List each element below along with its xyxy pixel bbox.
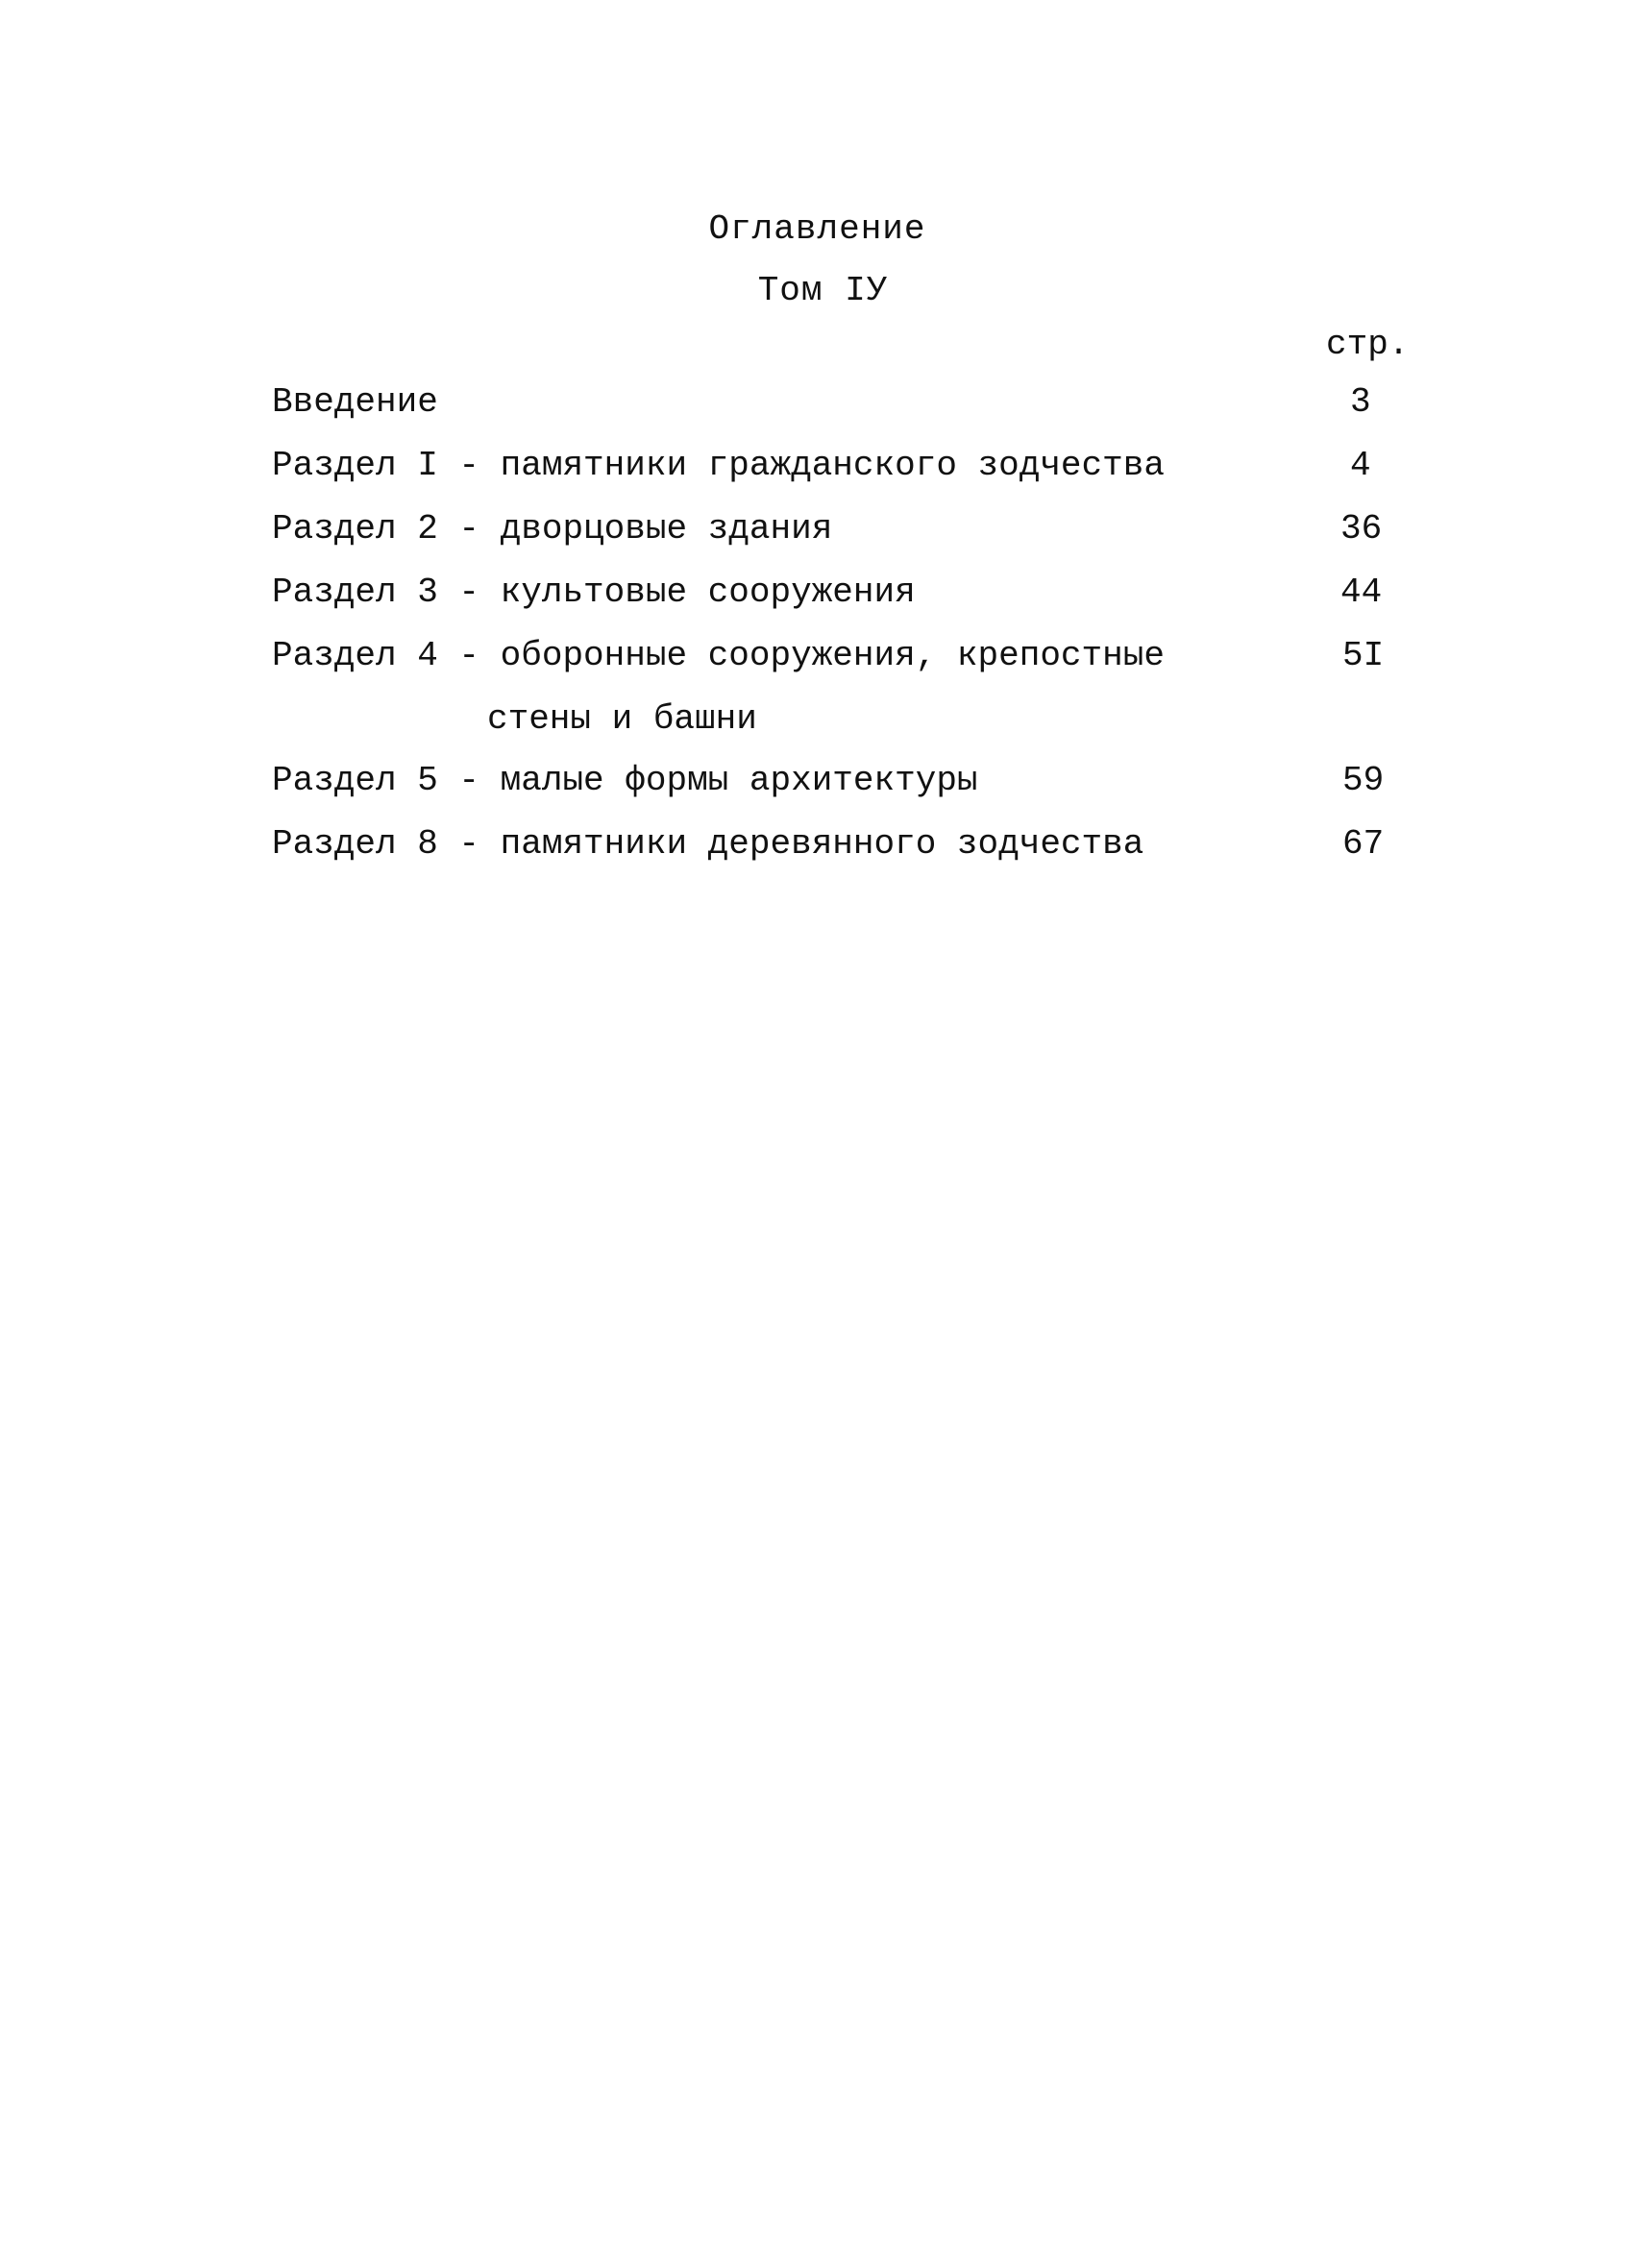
toc-entry-label: Раздел I - памятники гражданского зодчества [272, 446, 1165, 485]
toc-entry-label: Раздел 3 - культовые сооружения [272, 573, 916, 612]
toc-entry-section-2 [272, 509, 1406, 573]
volume-heading: Том IУ [757, 271, 889, 310]
toc-entry-label: Раздел 4 - оборонные сооружения, крепостные [272, 636, 1165, 675]
toc-entry-label: стены и башни [487, 699, 757, 739]
page-column-header: стр. [1326, 325, 1410, 364]
toc-entry-section-1 [272, 446, 1406, 509]
toc-entry-page: 4 [1350, 446, 1371, 485]
toc-entry-label: Раздел 2 - дворцовые здания [272, 509, 833, 549]
toc-entry-page: 3 [1350, 382, 1371, 422]
toc-entry-section-8 [272, 824, 1406, 888]
toc-entry-section-4-continuation [272, 699, 1406, 761]
toc-entry-page: 44 [1340, 573, 1383, 612]
toc-entry-introduction [272, 382, 1406, 446]
toc-entry-section-4 [272, 636, 1406, 699]
toc-entry-label: Введение [272, 382, 438, 422]
toc-entry-section-3 [272, 573, 1406, 636]
toc-entry-page: 5I [1342, 636, 1385, 675]
toc-entry-label: Раздел 8 - памятники деревянного зодчества [272, 824, 1144, 864]
page-title: Оглавление [708, 209, 926, 249]
toc-entry-page: 36 [1340, 509, 1383, 549]
toc-entry-page: 59 [1342, 761, 1385, 800]
table-of-contents [272, 382, 1406, 888]
toc-entry-label: Раздел 5 - малые формы архитектуры [272, 761, 978, 800]
toc-entry-page: 67 [1342, 824, 1385, 864]
toc-entry-section-5 [272, 761, 1406, 824]
